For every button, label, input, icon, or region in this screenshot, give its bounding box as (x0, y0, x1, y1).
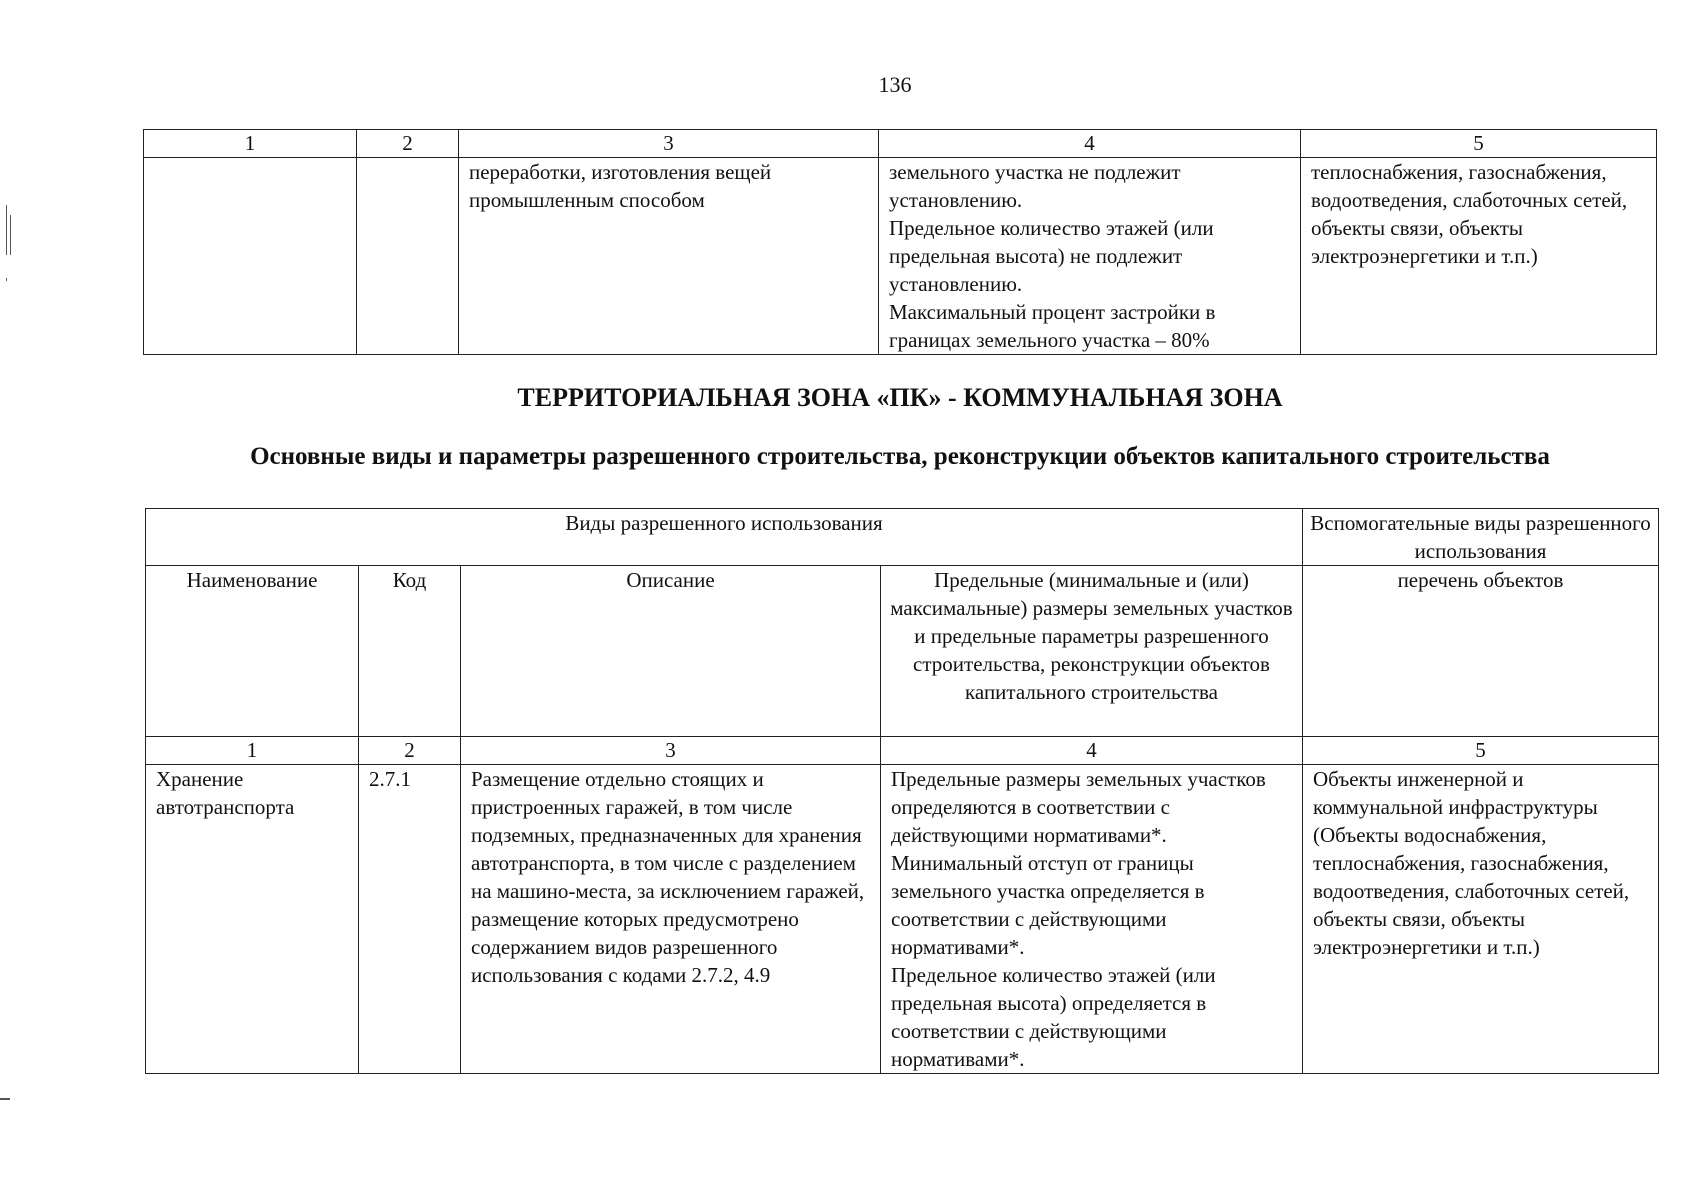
column-number: 4 (881, 737, 1303, 765)
cell-code (357, 158, 459, 355)
table-row (146, 765, 1659, 1074)
parameter-line: Предельные размеры земельных участков определяются в соответствии с действующими нормативами*. (891, 767, 1266, 847)
cell-name: Хранение автотранспорта (146, 765, 359, 1074)
zone-title: ТЕРРИТОРИАЛЬНАЯ ЗОНА «ПК» - КОММУНАЛЬНАЯ ЗОНА (517, 383, 1283, 412)
column-number: 5 (1303, 737, 1659, 765)
group-header-row (146, 509, 1659, 566)
header-name: Наименование (146, 566, 359, 737)
permitted-use-table (145, 508, 1659, 1074)
parameter-line: Предельное количество этажей (или предельная высота) определяется в соответствии с действующими нормативами*. (891, 963, 1216, 1071)
parameter-line: Максимальный процент застройки в границах земельного участка – 80% (889, 300, 1216, 352)
section-title: Основные виды и параметры разрешенного строительства, реконструкции объектов капитального строительства (250, 443, 1550, 470)
cell-name (144, 158, 357, 355)
parameter-line: Предельное количество этажей (или предельная высота) не подлежит установлению. (889, 216, 1214, 296)
column-number: 3 (459, 130, 879, 158)
column-number-row (144, 130, 1657, 158)
table-row (144, 158, 1657, 355)
column-number: 2 (357, 130, 459, 158)
cell-code: 2.7.1 (359, 765, 461, 1074)
column-number: 3 (461, 737, 881, 765)
parameter-line: земельного участка не подлежит установлению. (889, 160, 1181, 212)
column-number: 4 (879, 130, 1301, 158)
header-auxiliary: перечень объектов (1303, 566, 1659, 737)
column-number: 1 (144, 130, 357, 158)
page-number: 136 (878, 72, 912, 97)
column-header-row (146, 566, 1659, 737)
column-number: 1 (146, 737, 359, 765)
continued-table (143, 129, 1657, 355)
cell-parameters (879, 158, 1301, 355)
auxiliary-header: Вспомогательные виды разрешенного использования (1303, 509, 1659, 566)
column-number: 2 (359, 737, 461, 765)
parameter-line: Минимальный отступ от границы земельного участка определяется в соответствии с действующими нормативами*. (891, 851, 1205, 959)
cell-description: Размещение отдельно стоящих и пристроенных гаражей, в том числе подземных, предназначенных для хранения автотранспорта, в том числе с разделением на машино-места, за исключением гаражей, размещение которых предусмотрено содержанием видов разрешенного использования с кодами 2.7.2, 4.9 (461, 765, 881, 1074)
cell-parameters (881, 765, 1303, 1074)
header-code: Код (359, 566, 461, 737)
header-parameters: Предельные (минимальные и (или) максимальные) размеры земельных участков и предельные параметры разрешенного строительства, реконструкции объектов капитального строительства (881, 566, 1303, 737)
group-header: Виды разрешенного использования (146, 509, 1303, 566)
column-number: 5 (1301, 130, 1657, 158)
cell-auxiliary: Объекты инженерной и коммунальной инфраструктуры (Объекты водоснабжения, теплоснабжения, газоснабжения, водоотведения, слаботочных сетей, объекты связи, объекты электроэнергетики и т.п.) (1303, 765, 1659, 1074)
header-description: Описание (461, 566, 881, 737)
cell-auxiliary: теплоснабжения, газоснабжения, водоотведения, слаботочных сетей, объекты связи, объекты электроэнергетики и т.п.) (1301, 158, 1657, 355)
column-number-row (146, 737, 1659, 765)
cell-description: переработки, изготовления вещей промышленным способом (459, 158, 879, 355)
